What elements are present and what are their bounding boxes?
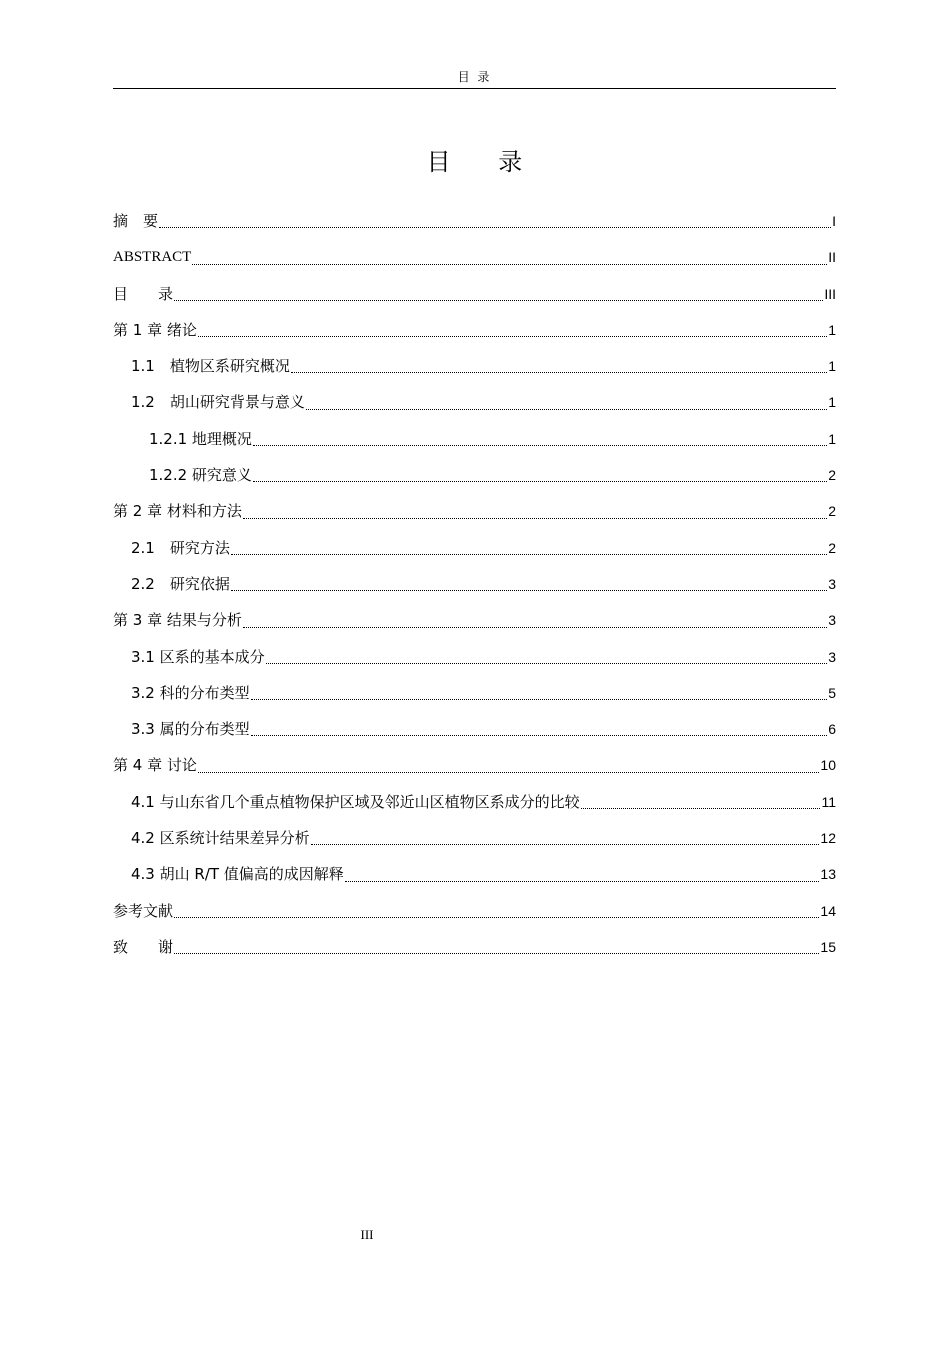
toc-dot-leader <box>251 734 828 736</box>
toc-dot-leader <box>306 408 827 410</box>
toc-entry-label: 4.3 胡山 R/T 值偏高的成因解释 <box>131 865 344 884</box>
toc-entry-label: 1.2.1 地理概况 <box>149 429 252 448</box>
toc-dot-leader <box>291 371 827 373</box>
toc-entry-label: 3.2 科的分布类型 <box>131 683 250 702</box>
table-of-contents <box>113 203 836 965</box>
toc-entry-page: 2 <box>828 539 836 556</box>
toc-entry-label: 4.1 与山东省几个重点植物保护区域及邻近山区植物区系成分的比较 <box>131 792 580 811</box>
toc-entry-label: 4.2 区系统计结果差异分析 <box>131 829 310 848</box>
toc-entry[interactable] <box>113 929 836 965</box>
toc-entry-page: 12 <box>820 830 836 847</box>
toc-entry-label: 第 4 章 讨论 <box>113 756 197 775</box>
toc-entry[interactable] <box>113 312 836 348</box>
toc-entry-label: 1.1 植物区系研究概况 <box>131 357 290 376</box>
toc-entry-page: 1 <box>828 321 836 338</box>
toc-entry[interactable] <box>113 820 836 856</box>
toc-entry-label: 目 录 <box>113 284 174 303</box>
toc-dot-leader <box>266 662 828 664</box>
toc-dot-leader <box>253 444 827 446</box>
toc-dot-leader <box>251 698 828 700</box>
toc-dot-leader <box>174 916 819 918</box>
toc-entry[interactable] <box>113 348 836 384</box>
toc-dot-leader <box>243 517 827 519</box>
toc-entry-page: 3 <box>828 575 836 592</box>
toc-entry-page: 2 <box>828 503 836 520</box>
toc-dot-leader <box>243 626 827 628</box>
toc-entry-page: 2 <box>828 467 836 484</box>
toc-dot-leader <box>198 771 820 773</box>
toc-entry-label: 1.2.2 研究意义 <box>149 466 252 485</box>
toc-entry-page: 1 <box>828 358 836 375</box>
toc-entry-label: 第 3 章 结果与分析 <box>113 611 242 630</box>
toc-dot-leader <box>253 480 827 482</box>
toc-entry[interactable] <box>113 566 836 602</box>
toc-entry-page: II <box>828 249 836 266</box>
toc-entry[interactable] <box>113 747 836 783</box>
toc-entry-page: 13 <box>820 866 836 883</box>
page-number: III <box>360 1227 374 1242</box>
toc-entry-label: 致 谢 <box>113 937 174 956</box>
page-header <box>113 66 836 89</box>
toc-entry-page: 14 <box>820 902 836 919</box>
toc-entry[interactable] <box>113 457 836 493</box>
toc-entry-label: 2.1 研究方法 <box>131 538 230 557</box>
toc-entry-page: 3 <box>828 612 836 629</box>
toc-entry-label: 2.2 研究依据 <box>131 574 230 593</box>
toc-dot-leader <box>192 263 827 265</box>
toc-entry-label: 参考文献 <box>113 901 174 920</box>
header-text: 目 录 <box>457 70 492 84</box>
toc-entry-label: ABSTRACT <box>113 249 192 266</box>
toc-entry-label: 第 2 章 材料和方法 <box>113 502 242 521</box>
toc-dot-leader <box>231 553 827 555</box>
toc-entry-label: 第 1 章 绪论 <box>113 320 197 339</box>
toc-entry[interactable] <box>113 893 836 929</box>
toc-dot-leader <box>345 880 820 882</box>
toc-entry[interactable] <box>113 239 836 275</box>
toc-entry-page: 1 <box>828 394 836 411</box>
toc-entry[interactable] <box>113 203 836 239</box>
toc-dot-leader <box>159 226 831 228</box>
toc-entry-page: 15 <box>820 938 836 955</box>
toc-entry-page: 10 <box>820 757 836 774</box>
toc-entry-label: 1.2 胡山研究背景与意义 <box>131 393 305 412</box>
toc-entry-page: 5 <box>828 684 836 701</box>
toc-entry-label: 3.3 属的分布类型 <box>131 720 250 739</box>
toc-entry[interactable] <box>113 530 836 566</box>
toc-entry-page: 1 <box>828 430 836 447</box>
toc-entry-page: 3 <box>828 648 836 665</box>
toc-dot-leader <box>581 807 821 809</box>
toc-entry[interactable] <box>113 784 836 820</box>
toc-entry-page: 11 <box>821 793 836 810</box>
toc-entry-page: III <box>824 285 836 302</box>
toc-dot-leader <box>174 952 819 954</box>
toc-entry-label: 3.1 区系的基本成分 <box>131 647 265 666</box>
toc-entry[interactable] <box>113 421 836 457</box>
toc-dot-leader <box>231 589 827 591</box>
toc-entry-page: 6 <box>828 721 836 738</box>
page-title: 目 录 <box>426 148 523 176</box>
toc-entry[interactable] <box>113 276 836 312</box>
toc-entry-label: 摘 要 <box>113 212 159 230</box>
toc-entry[interactable] <box>113 711 836 747</box>
toc-entry[interactable] <box>113 493 836 529</box>
toc-entry[interactable] <box>113 384 836 420</box>
toc-entry[interactable] <box>113 856 836 892</box>
toc-dot-leader <box>174 299 823 301</box>
toc-entry[interactable] <box>113 675 836 711</box>
toc-entry[interactable] <box>113 639 836 675</box>
toc-entry[interactable] <box>113 602 836 638</box>
toc-entry-page: I <box>832 213 836 229</box>
toc-dot-leader <box>311 843 820 845</box>
toc-dot-leader <box>198 335 827 337</box>
